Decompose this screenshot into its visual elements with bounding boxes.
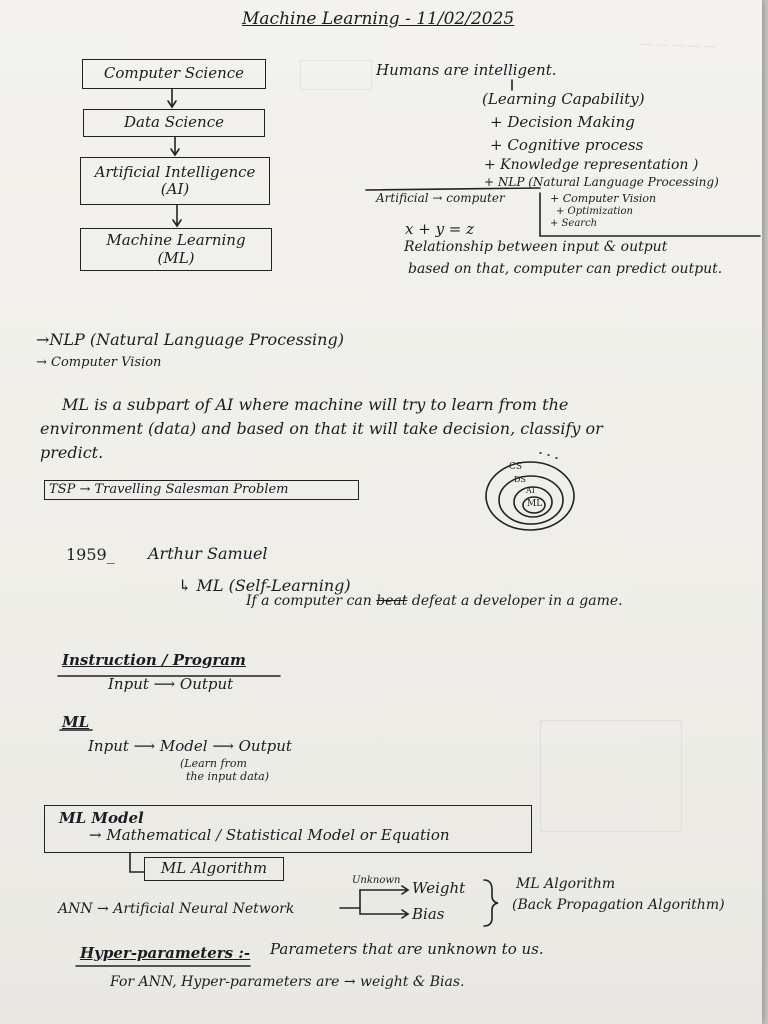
hierarchy-box-computer-science: Computer Science	[82, 59, 266, 89]
ml-flow: Input ⟶ Model ⟶ Output	[88, 737, 292, 755]
ml-note-2: the input data)	[186, 770, 270, 783]
instruction-flow: Input ⟶ Output	[108, 675, 234, 693]
ml-box-line2: (ML)	[157, 248, 195, 267]
note-search: + Search	[550, 218, 598, 229]
note-nlp: + NLP (Natural Language Processing)	[484, 175, 719, 189]
history-note-pre: If a computer can	[246, 593, 377, 609]
history-note-post: defeat a developer in a game.	[407, 593, 623, 609]
instruction-heading: Instruction / Program	[62, 651, 246, 669]
divider-artificial	[366, 188, 540, 190]
tsp-box: TSP → Travelling Salesman Problem	[44, 480, 359, 500]
page-title: Machine Learning - 11/02/2025	[242, 9, 515, 29]
hyper-text: Parameters that are unknown to us.	[270, 940, 544, 958]
list-nlp: →NLP (Natural Language Processing)	[36, 330, 344, 349]
hierarchy-box-data-science: Data Science	[83, 109, 265, 137]
note-cognitive: + Cognitive process	[490, 136, 644, 154]
ml-heading: ML	[62, 713, 90, 731]
hyper-ann-line: For ANN, Hyper-parameters are → weight & Bias.	[110, 974, 465, 990]
note-relationship-1: Relationship between input & output	[404, 239, 668, 255]
connector-ml-algorithm	[130, 853, 144, 872]
history-ml: ↳ ML (Self-Learning)	[178, 576, 351, 595]
venn-label-ml: ML	[527, 499, 543, 509]
definition-line-2: environment (data) and based on that it will take decision, classify or	[40, 419, 603, 438]
note-humans: Humans are intelligent.	[376, 61, 557, 79]
note-artificial: Artificial → computer	[376, 191, 505, 205]
venn-label-ds: DS	[514, 475, 526, 484]
history-note-struck: beat	[376, 593, 408, 609]
ann-brace-label-2: (Back Propagation Algorithm)	[512, 897, 725, 913]
ann-weight: Weight	[412, 879, 466, 897]
ann-curly-brace	[484, 880, 498, 926]
ml-box-line1: Machine Learning	[106, 231, 246, 250]
ml-algorithm-box: ML Algorithm	[144, 857, 284, 881]
ann-bias: Bias	[412, 905, 445, 923]
ann-label: ANN → Artificial Neural Network	[58, 901, 295, 917]
note-computer-vision: + Computer Vision	[550, 192, 657, 205]
note-knowledge: + Knowledge representation )	[484, 157, 699, 173]
history-year: 1959_	[66, 545, 115, 564]
definition-line-1: ML is a subpart of AI where machine will try to learn from the	[62, 395, 569, 414]
note-equation: x + y = z	[405, 220, 475, 238]
bleed-through-text: — — — — —	[639, 36, 716, 54]
venn-label-cs: CS	[509, 462, 523, 472]
bracket-artificial-group	[540, 193, 760, 236]
note-capability: (Learning Capability)	[482, 90, 645, 108]
ml-model-line: → Mathematical / Statistical Model or Equation	[89, 826, 450, 845]
definition-line-3: predict.	[40, 443, 104, 462]
hyper-heading: Hyper-parameters :-	[80, 944, 251, 962]
ann-brace-label-1: ML Algorithm	[516, 876, 616, 892]
note-optimization: + Optimization	[556, 206, 633, 217]
venn-dots	[540, 453, 557, 458]
note-relationship-2: based on that, computer can predict output.	[408, 261, 723, 277]
venn-label-ai: AI	[526, 486, 535, 495]
history-person: Arthur Samuel	[148, 544, 268, 563]
ann-unknown: Unknown	[352, 875, 401, 886]
note-decision: + Decision Making	[490, 113, 635, 131]
ai-box-line2: (AI)	[160, 180, 190, 198]
ml-model-heading: ML Model	[59, 809, 144, 827]
ai-box-line1: Artificial Intelligence	[94, 162, 256, 181]
ml-note-1: (Learn from	[180, 757, 247, 770]
venn-circle-ml	[523, 497, 545, 513]
list-cv: → Computer Vision	[36, 355, 162, 370]
